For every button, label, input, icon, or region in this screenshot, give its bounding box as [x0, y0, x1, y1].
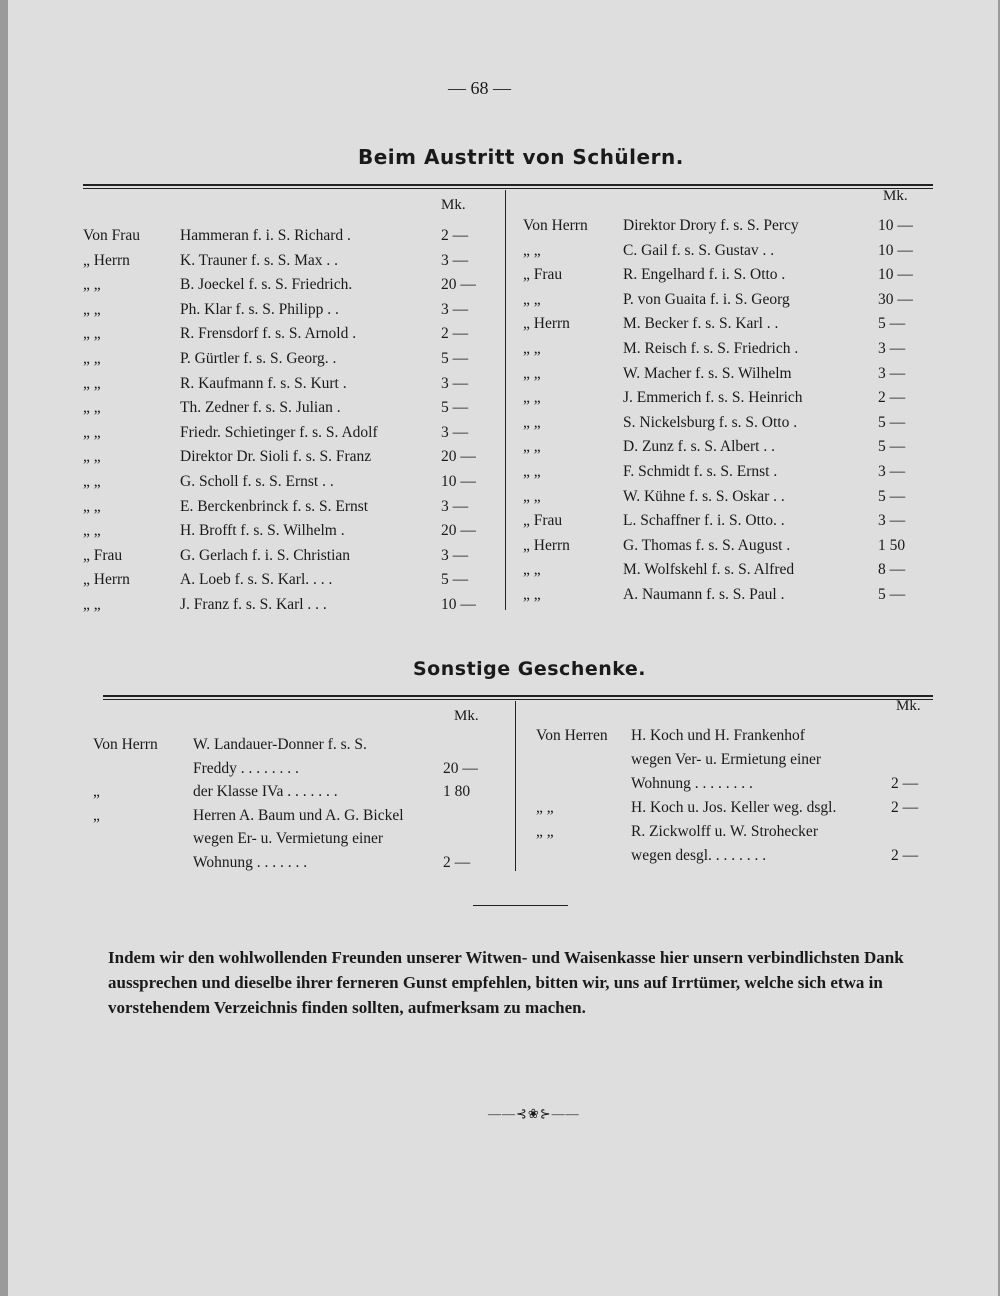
entry-text: Direktor Dr. Sioli f. s. S. Franz: [180, 448, 372, 466]
entry-amount: 5 —: [878, 413, 906, 431]
entry-text: W. Kühne f. s. S. Oskar . .: [623, 487, 785, 505]
entry-amount: 1 80: [443, 783, 471, 800]
entry-amount: 3 —: [878, 364, 906, 382]
entry-text: Th. Zedner f. s. S. Julian .: [180, 399, 341, 417]
entry-text: G. Scholl f. s. S. Ernst . .: [180, 473, 334, 490]
entry-text: B. Joeckel f. s. S. Friedrich.: [180, 276, 353, 294]
entry-text: Freddy . . . . . . . .: [193, 759, 299, 777]
entry-prefix: „ „: [523, 487, 541, 505]
entry-text: P. von Guaita f. i. S. Georg: [623, 290, 790, 308]
entry-text: P. Gürtler f. s. S. Georg. .: [180, 350, 337, 367]
end-ornament: ——⊰❀⊱——: [488, 1106, 580, 1121]
entry-amount: 3 —: [441, 546, 469, 564]
column-divider-2: [515, 701, 516, 871]
currency-header-left: Mk.: [441, 197, 466, 213]
entry-text: L. Schaffner f. i. S. Otto. .: [623, 512, 785, 530]
section-title-austritt: Beim Austritt von Schülern.: [358, 145, 684, 169]
entry-text: Friedr. Schietinger f. s. S. Adolf: [180, 423, 378, 441]
entry-text: Herren A. Baum und A. G. Bickel: [193, 806, 404, 824]
entry-amount: 8 —: [878, 561, 906, 579]
entry-prefix: „ „: [536, 823, 554, 840]
entry-prefix: „ „: [523, 463, 541, 480]
entry-amount: 5 —: [878, 487, 906, 505]
entry-text: wegen Ver- u. Ermietung einer: [631, 751, 822, 768]
entry-amount: 3 —: [441, 423, 469, 441]
entry-prefix: „ „: [523, 364, 541, 382]
entry-text: J. Emmerich f. s. S. Heinrich: [623, 389, 803, 407]
entry-prefix: „ Frau: [523, 266, 563, 284]
entry-prefix: „ „: [83, 276, 101, 294]
entry-text: H. Brofft f. s. S. Wilhelm .: [180, 522, 345, 540]
column-divider: [505, 190, 506, 610]
entry-prefix: „: [93, 783, 100, 800]
entry-prefix: „ Herrn: [523, 536, 570, 554]
entry-text: R. Zickwolff u. W. Strohecker: [631, 823, 818, 840]
entry-text: Direktor Drory f. s. S. Percy: [623, 217, 799, 234]
entry-amount: 5 —: [878, 315, 906, 333]
entry-amount: 3 —: [441, 497, 469, 515]
entry-amount: 2 —: [891, 799, 919, 816]
entry-prefix: „ Herrn: [83, 251, 130, 269]
entry-text: E. Berckenbrinck f. s. S. Ernst: [180, 497, 369, 515]
entry-text: K. Trauner f. s. S. Max . .: [180, 251, 339, 269]
entry-amount: 3 —: [441, 300, 469, 318]
entry-amount: 20 —: [441, 276, 476, 294]
entry-text: R. Engelhard f. i. S. Otto .: [623, 266, 786, 284]
entry-text: M. Wolfskehl f. s. S. Alfred: [623, 561, 795, 579]
entry-text: H. Koch und H. Frankenhof: [631, 727, 805, 744]
entry-amount: 10 —: [441, 596, 476, 613]
entry-text: Ph. Klar f. s. S. Philipp . .: [180, 300, 339, 318]
entry-prefix: „ „: [83, 374, 101, 392]
entry-prefix: „ „: [523, 586, 541, 603]
entry-amount: 5 —: [441, 399, 469, 417]
entry-text: Wohnung . . . . . . . .: [631, 775, 753, 792]
middle-rule: [103, 695, 933, 697]
entry-text: D. Zunz f. s. S. Albert . .: [623, 438, 775, 456]
entry-prefix: „ „: [83, 350, 101, 367]
entry-amount: 1 50: [878, 536, 906, 554]
entry-amount: 20 —: [441, 448, 476, 466]
entry-prefix: Von Herrn: [93, 736, 158, 753]
entry-amount: 5 —: [441, 571, 469, 589]
entry-prefix: „ „: [83, 325, 101, 343]
entry-amount: 2 —: [443, 853, 471, 871]
entry-amount: 20 —: [443, 759, 478, 777]
entry-text: wegen desgl. . . . . . . .: [631, 847, 767, 864]
entry-prefix: „ Frau: [83, 546, 123, 564]
entry-prefix: Von Frau: [83, 227, 140, 244]
entry-prefix: „ „: [83, 473, 101, 490]
entry-prefix: „ „: [523, 561, 541, 579]
entry-amount: 2 —: [891, 847, 919, 864]
entry-prefix: „ Herrn: [83, 571, 130, 589]
entry-amount: 10 —: [441, 473, 476, 490]
currency-header-right-2: Mk.: [896, 698, 921, 714]
entry-text: J. Franz f. s. S. Karl . . .: [180, 596, 327, 613]
entry-text: Wohnung . . . . . . .: [193, 853, 308, 871]
entry-amount: 3 —: [878, 340, 906, 357]
entry-prefix: „ Herrn: [523, 315, 570, 333]
entry-text: wegen Er- u. Vermietung einer: [193, 830, 384, 847]
entry-amount: 5 —: [878, 586, 906, 603]
entry-amount: 10 —: [878, 217, 913, 234]
entry-prefix: „ „: [523, 290, 541, 308]
entry-amount: 2 —: [441, 227, 469, 244]
entry-amount: 10 —: [878, 241, 913, 259]
entry-text: H. Koch u. Jos. Keller weg. dsgl.: [631, 799, 837, 816]
entry-prefix: „ „: [83, 522, 101, 540]
middle-rule-thin: [103, 699, 933, 700]
entry-text: G. Thomas f. s. S. August .: [623, 536, 791, 554]
document-page: [8, 0, 998, 1296]
entry-amount: 30 —: [878, 290, 913, 308]
entry-text: C. Gail f. s. S. Gustav . .: [623, 241, 775, 259]
entry-prefix: „ „: [536, 799, 554, 816]
page-number: — 68 —: [448, 78, 511, 98]
entry-prefix: Von Herren: [536, 727, 608, 744]
entry-prefix: „ „: [83, 399, 101, 417]
entry-prefix: „ „: [523, 438, 541, 456]
entry-text: der Klasse IVa . . . . . . .: [193, 783, 338, 800]
entry-amount: 10 —: [878, 266, 913, 284]
entry-text: M. Reisch f. s. S. Friedrich .: [623, 340, 799, 357]
top-rule-thin: [83, 188, 933, 189]
entry-prefix: „ „: [523, 241, 541, 259]
entry-prefix: „ „: [523, 389, 541, 407]
entry-prefix: „ „: [523, 340, 541, 357]
entry-prefix: „ „: [83, 448, 101, 466]
closing-paragraph: Indem wir den wohlwollenden Freunden unserer Witwen- und Waisenkasse hier unsern verbindlichsten Dank aussprechen und dieselbe ihrer ferneren Gunst empfehlen, bitten wir, uns auf Irrtümer, welche sich etwa in vorstehendem Verzeichnis finden sollten, aufmerksam zu machen.: [108, 948, 904, 1017]
entry-text: G. Gerlach f. i. S. Christian: [180, 546, 351, 564]
entry-text: R. Frensdorf f. s. S. Arnold .: [180, 325, 357, 343]
currency-header-right: Mk.: [883, 188, 908, 204]
entry-prefix: „ „: [83, 596, 101, 613]
entry-amount: 5 —: [441, 350, 469, 367]
entry-amount: 2 —: [441, 325, 469, 343]
entry-text: A. Loeb f. s. S. Karl. . . .: [180, 571, 333, 589]
entry-amount: 20 —: [441, 522, 476, 540]
section-title-geschenke: Sonstige Geschenke.: [413, 658, 646, 680]
entry-prefix: „ „: [523, 413, 541, 431]
entry-amount: 2 —: [878, 389, 906, 407]
entry-amount: 3 —: [878, 463, 906, 480]
entry-text: A. Naumann f. s. S. Paul .: [623, 586, 785, 603]
entry-amount: 3 —: [878, 512, 906, 530]
entry-prefix: „ „: [83, 423, 101, 441]
entry-amount: 2 —: [891, 775, 919, 792]
entry-text: M. Becker f. s. S. Karl . .: [623, 315, 779, 333]
top-rule: [83, 184, 933, 186]
entry-text: R. Kaufmann f. s. S. Kurt .: [180, 374, 347, 392]
entry-amount: 3 —: [441, 251, 469, 269]
entry-prefix: „ „: [83, 497, 101, 515]
entry-prefix: „: [93, 806, 100, 824]
entry-prefix: „ Frau: [523, 512, 563, 530]
entry-text: W. Landauer-Donner f. s. S.: [193, 736, 367, 753]
entry-prefix: „ „: [83, 300, 101, 318]
entry-amount: 3 —: [441, 374, 469, 392]
short-separator: [473, 905, 568, 906]
entry-text: W. Macher f. s. S. Wilhelm: [623, 364, 792, 382]
entry-text: Hammeran f. i. S. Richard .: [180, 227, 351, 244]
entry-text: F. Schmidt f. s. S. Ernst .: [623, 463, 778, 480]
currency-header-left-2: Mk.: [454, 708, 479, 724]
entry-text: S. Nickelsburg f. s. S. Otto .: [623, 413, 798, 431]
entry-prefix: Von Herrn: [523, 217, 588, 234]
entry-amount: 5 —: [878, 438, 906, 456]
